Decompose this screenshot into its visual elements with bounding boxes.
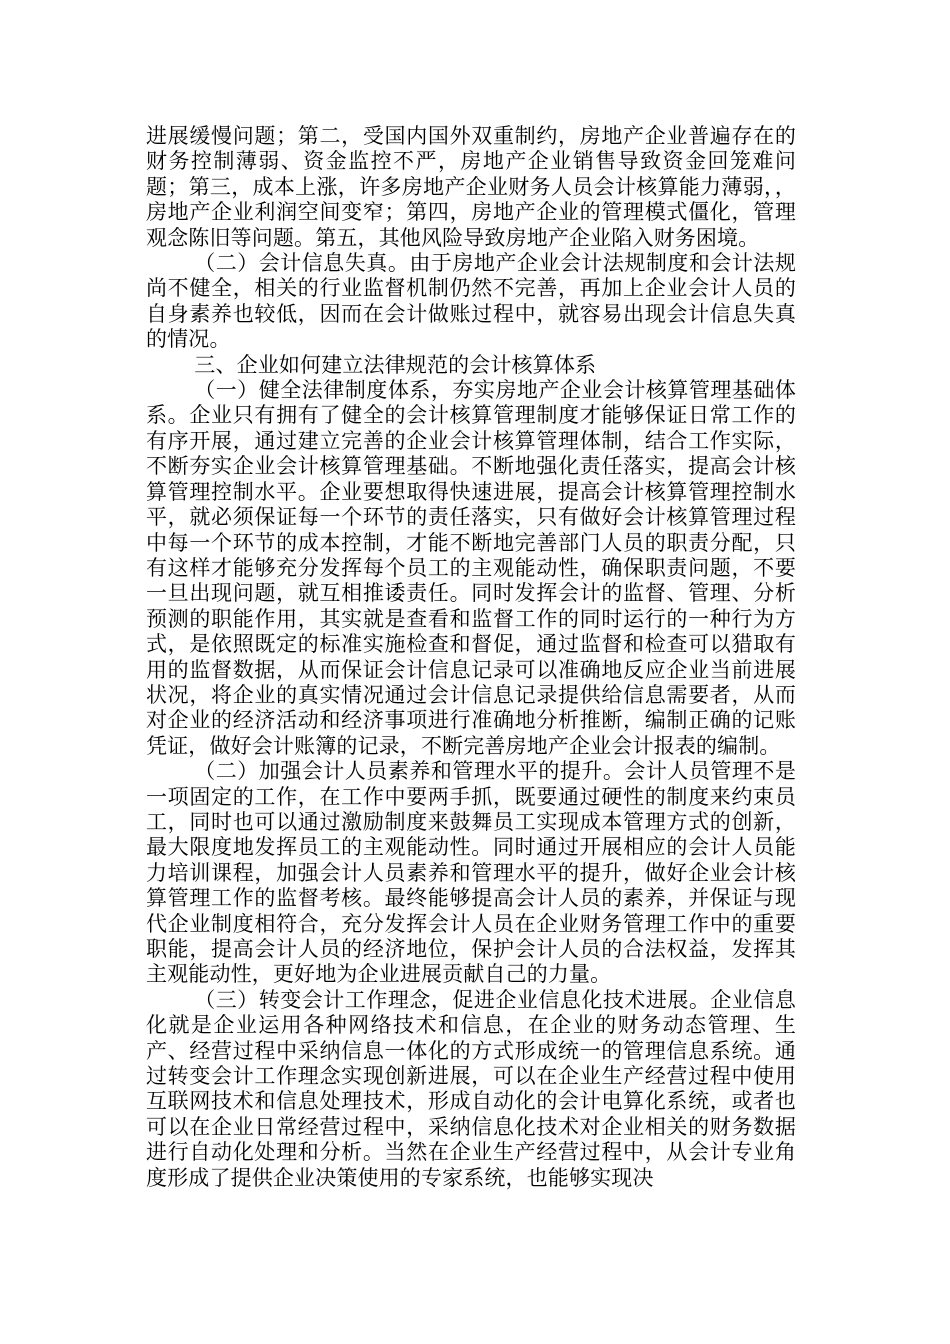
document-body: [146, 124, 796, 1191]
section-heading-three: 三、企业如何建立法律规范的会计核算体系: [194, 352, 597, 377]
paragraph-continuation: 进展缓慢问题；第二，受国内国外双重制约，房地产企业普遍存在的财务控制薄弱、资金监控不严，房地产企业销售导致资金回笼难问题；第三，成本上涨，许多房地产企业财务人员会计核算能力薄弱，，房地产企业利润空间变窄；第四，房地产企业的管理模式僵化，管理观念陈旧等问题。第五，其他风险导致房地产企业陷入财务困境。: [146, 124, 796, 250]
paragraph-legal-system: （一）健全法律制度体系，夯实房地产企业会计核算管理基础体系。企业只有拥有了健全的会计核算管理制度才能够保证日常工作的有序开展，通过建立完善的企业会计核算管理体制，结合工作实际，不断夯实企业会计核算管理基础。不断地强化责任落实，提高会计核算管理控制水平。企业要想取得快速进展，提高会计核算管理控制水平，就必须保证每一个环节的责任落实，只有做好会计核算管理过程中每一个环节的成本控制，才能不断地完善部门人员的职责分配，只有这样才能够充分发挥每个员工的主观能动性，确保职责问题，不要一旦出现问题，就互相推诿责任。同时发挥会计的监督、管理、分析预测的职能作用，其实就是查看和监督工作的同时运行的一种行为方式，是依照既定的标准实施检查和督促，通过监督和检查可以猎取有用的监督数据，从而保证会计信息记录可以准确地反应企业当前进展状况，将企业的真实情况通过会计信息记录提供给信息需要者，从而对企业的经济活动和经济事项进行准确地分析推断，编制正确的记账凭证，做好会计账簿的记录，不断完善房地产企业会计报表的编制。: [146, 378, 796, 758]
paragraph-informatization: （三）转变会计工作理念，促进企业信息化技术进展。企业信息化就是企业运用各种网络技术和信息，在企业的财务动态管理、生产、经营过程中采纳信息一体化的方式形成统一的管理信息系统。通过转变会计工作理念实现创新进展，可以在企业生产经营过程中使用互联网技术和信息处理技术，形成自动化的会计电算化系统，或者也可以在企业日常经营过程中，采纳信息化技术对企业相关的财务数据进行自动化处理和分析。当然在企业生产经营过程中，从会计专业角度形成了提供企业决策使用的专家系统，也能够实现决: [146, 987, 796, 1190]
paragraph-accounting-info-distortion: （二）会计信息失真。由于房地产企业会计法规制度和会计法规尚不健全，相关的行业监督机制仍然不完善，再加上企业会计人员的自身素养也较低，因而在会计做账过程中，就容易出现会计信息失真的情况。: [146, 251, 796, 352]
paragraph-staff-quality: （二）加强会计人员素养和管理水平的提升。会计人员管理不是一项固定的工作，在工作中要两手抓，既要通过硬性的制度来约束员工，同时也可以通过激励制度来鼓舞员工实现成本管理方式的创新，最大限度地发挥员工的主观能动性。同时通过开展相应的会计人员能力培训课程，加强会计人员素养和管理水平的提升，做好企业会计核算管理工作的监督考核。最终能够提高会计人员的素养，并保证与现代企业制度相符合，充分发挥会计人员在企业财务管理工作中的重要职能，提高会计人员的经济地位，保护会计人员的合法权益，发挥其主观能动性，更好地为企业进展贡献自己的力量。: [146, 759, 796, 987]
